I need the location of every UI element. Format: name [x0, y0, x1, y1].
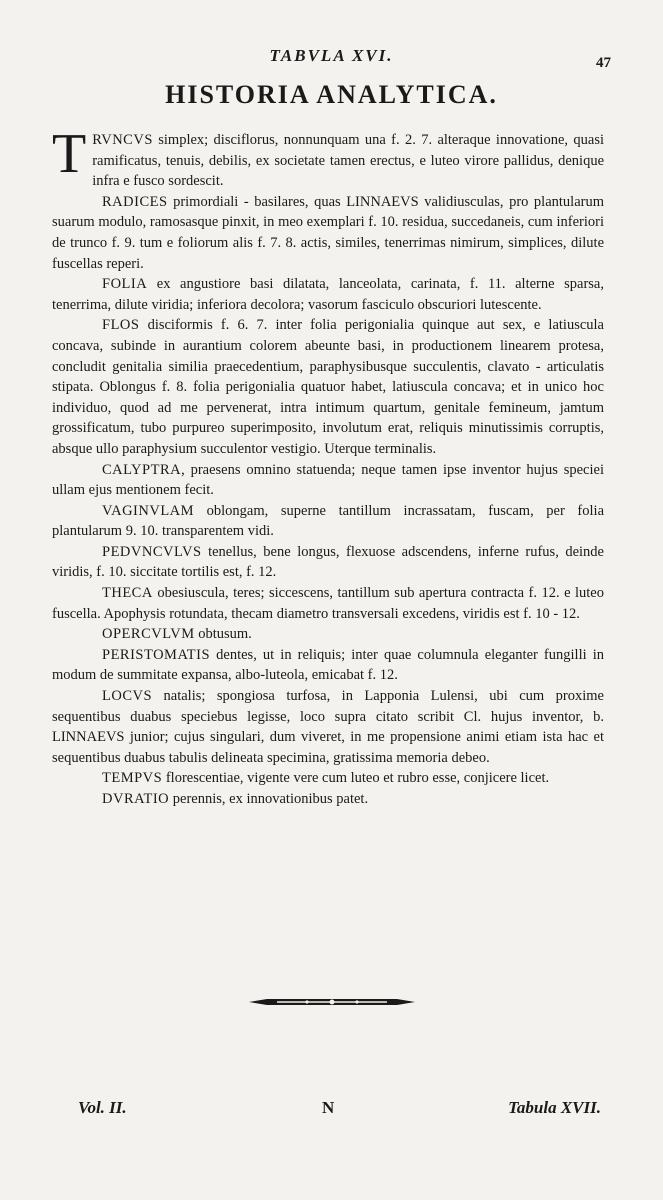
drop-cap: T: [52, 123, 87, 185]
paragraph-theca: [52, 583, 604, 624]
paragraph-lead: FLOS: [102, 317, 140, 334]
paragraph-lead: PEDVNCVLVS: [102, 543, 202, 560]
paragraph-text: , praesens omnino statuenda; neque tamen ipse inventor hujus speciei ullam ejus mentionem fecit.: [52, 461, 604, 499]
paragraph-peristoma: [52, 645, 604, 686]
paragraph-lead: FOLIA: [102, 276, 148, 293]
paragraph-truncus: [52, 123, 604, 192]
paragraph-radices: [52, 192, 604, 274]
paragraph-text: disciformis f. 6. 7. inter folia perigonialia quinque aut sex, e latiuscula concava, subinde in aurantium colorem abeunte basi, in productionem linearem protesa, concludit genitalia similia praecedentium, paraphysibusque succulentis, clavato - articulatis stipata. Oblongus f. 8. folia perigonialia quatuor habet, latiuscula concava; et in unico hoc individuo, quod ad me pervenerat, intra intimum quartum, genitale femineum, jamtum grossificatum, tubo purpureo superimposito, involutum erat, reliquis minutissimis corruptis, absque ullo paraphysium succulentor vestigio. Uterque terminalis.: [52, 317, 604, 457]
paragraph-lead: OPERCVLVM: [102, 626, 195, 643]
body-text: [52, 123, 604, 810]
paragraph-locus: [52, 686, 604, 768]
paragraph-text: simplex; disciflorus, nonnunquam una f. 2. 7. alteraque innovatione, quasi ramificatus, tenuis, debilis, ex societate tamen erectus, e luteo virore pallidus, denique infra e fusco sordescit.: [92, 132, 604, 190]
paragraph-duratio: [52, 789, 604, 810]
paragraph-operculum: [52, 624, 604, 645]
paragraph-text: tenellus, bene longus, flexuose adscendens, inferne rufus, deinde viridis, f. 10. siccitate tortilis est, f. 12.: [52, 543, 604, 581]
paragraph-text: natalis; spongiosa turfosa, in Lapponia Lulensi, ubi cum proxime sequentibus duabus speciebus legisse, loco supra citato scribit Cl. hujus inventor, b. LINNAEVS junior; cujus singulari, dum viveret, in me propensione animi etiam ista hac et sequentibus duabus tabulis delineata specimina, gratissima memoria debeo.: [52, 688, 604, 766]
page-title: HISTORIA ANALYTICA.: [165, 80, 498, 109]
paragraph-vaginula: [52, 501, 604, 542]
footer-catchword: Tabula XVII.: [508, 1098, 601, 1117]
paragraph-lead: DVRATIO: [102, 791, 170, 807]
paragraph-lead: VAGINVLAM: [102, 502, 195, 519]
paragraph-text: dentes, ut in reliquis; inter quae columnula eleganter fungilli in modum de summitate expansa, albo-luteola, emicabat f. 12.: [52, 646, 604, 684]
paragraph-text: obtusum.: [194, 626, 252, 643]
paragraph-flos: [52, 315, 604, 459]
paragraph-calyptra: [52, 460, 604, 501]
paragraph-text: florescentiae, vigente vere cum luteo et rubro esse, conjicere licet.: [162, 770, 550, 787]
running-head: TABVLA XVI.: [269, 46, 394, 65]
footer-signature: N: [322, 1098, 335, 1117]
paragraph-lead: LOCVS: [102, 688, 153, 705]
paragraph-tempus: [52, 768, 604, 789]
paragraph-text: primordiali - basilares, quas LINNAEVS validiusculas, pro plantularum suarum modulo, ramosasque pinxit, in meo exemplari f. 10. residua, succedaneis, cum inferiori de trunco f. 9. tum e foliorum alis f. 7. 8. actis, similes, tenerrimas nimirum, simplices, dilute fuscellas reperi.: [52, 193, 604, 272]
paragraph-lead: RVNCVS: [92, 132, 153, 148]
paragraph-lead: CALYPTRA: [102, 461, 182, 478]
paragraph-lead: THECA: [102, 585, 153, 602]
ornament-rule: [247, 996, 417, 1008]
page-number: 47: [596, 55, 611, 71]
paragraph-lead: TEMPVS: [102, 770, 163, 787]
paragraph-text: ex angustiore basi dilatata, lanceolata, carinata, f. 11. alterne sparsa, tenerrima, dilute viridia; inferiora decolora; vasorum fasciculo obscuriori lutescente.: [52, 276, 604, 313]
footer-volume: Vol. II.: [78, 1098, 127, 1117]
paragraph-folia: [52, 274, 604, 315]
paragraph-lead: PERISTOMATIS: [102, 646, 211, 663]
paragraph-pedunculus: [52, 542, 604, 583]
paragraph-lead: RADICES: [102, 193, 168, 210]
paragraph-text: perennis, ex innovationibus patet.: [169, 791, 369, 807]
paragraph-text: oblongam, superne tantillum incrassatam, fuscam, per folia plantularum 9. 10. transparentem vidi.: [52, 502, 604, 540]
paragraph-text: obesiuscula, teres; siccescens, tantillum sub apertura contracta f. 12. e luteo fuscella. Apophysis rotundata, thecam diametro transversali excedens, viridis est f. 10 - 12.: [52, 585, 604, 622]
